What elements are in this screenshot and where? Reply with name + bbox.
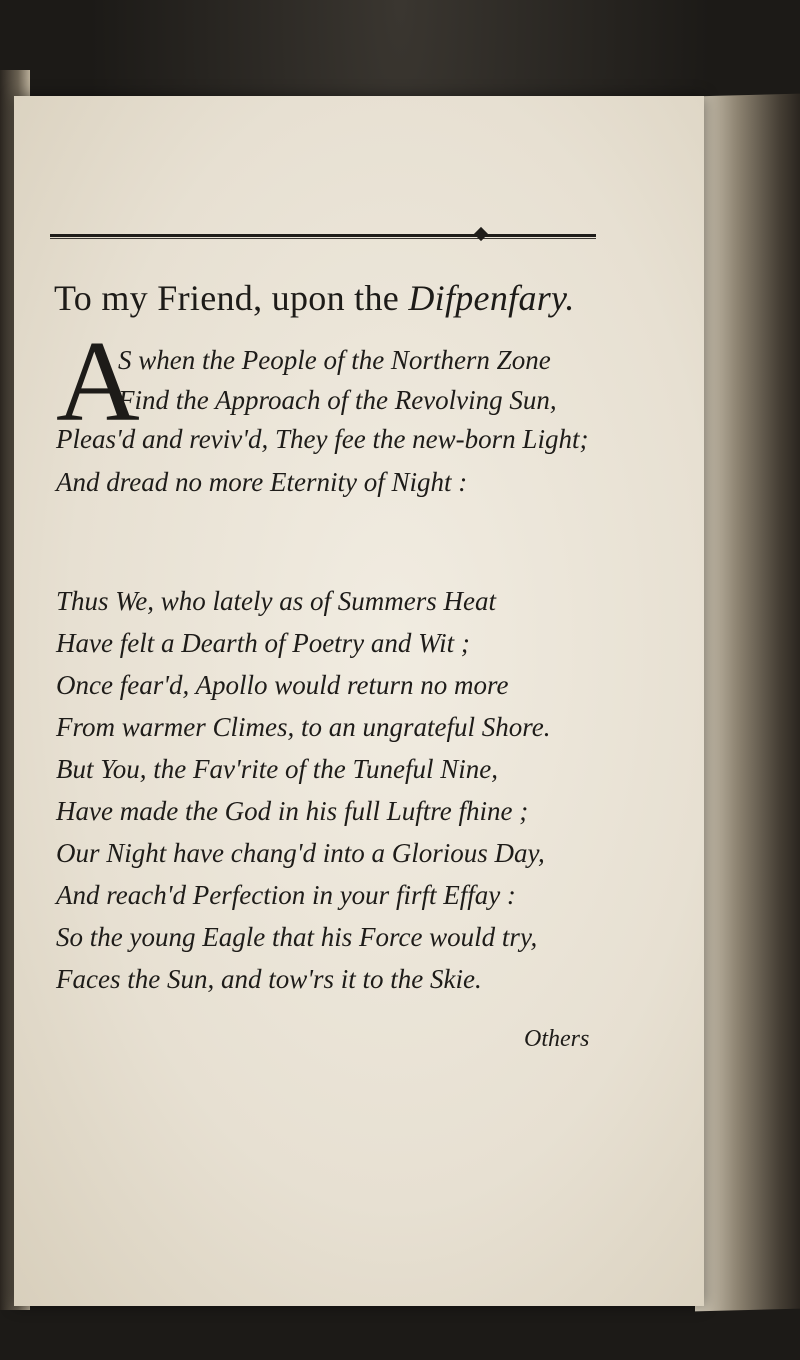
catchword: Others (524, 1026, 590, 1052)
drop-cap: A (56, 318, 140, 446)
verse-line: From warmer Climes, to an ungrateful Shore. (56, 712, 551, 742)
verse-line: Find the Approach of the Revolving Sun, (118, 385, 557, 415)
verse-line: Have felt a Dearth of Poetry and Wit ; (56, 628, 470, 658)
verse-line: And dread no more Eternity of Night : (56, 467, 468, 497)
verse-line: Thus We, who lately as of Summers Heat (56, 586, 496, 616)
verse-line: Our Night have chang'd into a Glorious Day, (56, 838, 545, 868)
verse-line: Pleas'd and reviv'd, They fee the new-born Light; (56, 424, 589, 454)
verse-line: S when the People of the Northern Zone (118, 345, 551, 375)
title-roman: To my Friend, upon the (54, 278, 409, 318)
headpiece-rule (50, 234, 596, 239)
poem-title (54, 277, 614, 319)
page-edges (695, 94, 800, 1312)
verse-line: Once fear'd, Apollo would return no more (56, 670, 509, 700)
verse-line: And reach'd Perfection in your firft Effay : (56, 880, 516, 910)
rule-thick-line (50, 234, 596, 237)
title-italic: Difpenfary. (408, 278, 575, 318)
verse-line: So the young Eagle that his Force would try, (56, 922, 538, 952)
book-page (14, 96, 704, 1306)
rule-thin-line (50, 238, 596, 239)
verse-line: But You, the Fav'rite of the Tuneful Nine, (56, 754, 499, 784)
verse-line: Faces the Sun, and tow'rs it to the Skie. (56, 964, 482, 994)
verse-line: Have made the God in his full Luftre fhine ; (56, 796, 529, 826)
